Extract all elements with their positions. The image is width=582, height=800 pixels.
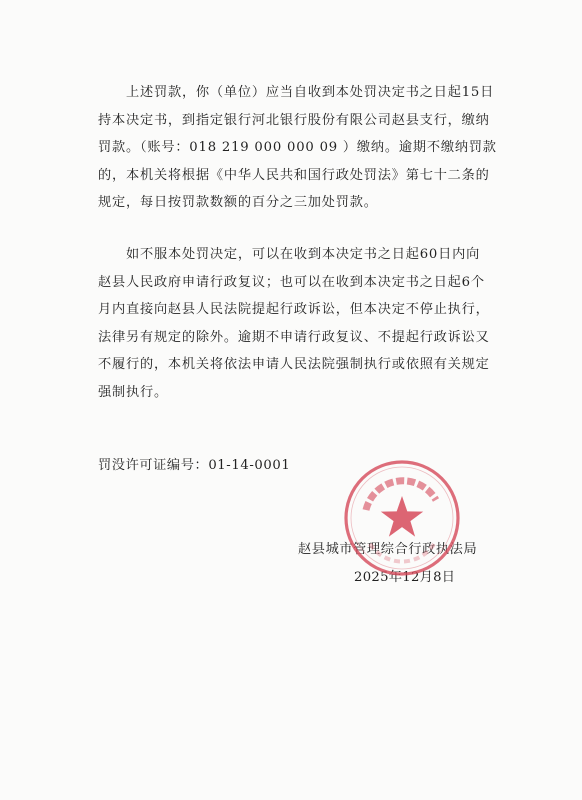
license-line	[98, 454, 290, 473]
license-number: 01-14-0001	[208, 458, 291, 473]
license-label: 罚没许可证编号：	[98, 458, 209, 473]
issue-date: 2025年12月8日	[354, 570, 456, 585]
appeal-rights-paragraph	[98, 241, 498, 407]
appeal-rights-text: 如不服本处罚决定，可以在收到本决定书之日起60日内向 赵县人民政府申请行政复议；也可以在收到本决定书之日起6个月内直接向赵县人民法院提起行政诉讼，但本决定不停止执行，法律另有规定的除外。逾期不申请行政复议、不提起行政诉讼又不履行的，本机关将依法申请人民法院强制执行或依照有关规定强制执行。	[98, 247, 490, 400]
penalty-payment-paragraph	[98, 79, 498, 217]
issuing-authority: 赵县城市管理综合行政执法局	[298, 542, 478, 557]
penalty-payment-text: 上述罚款，你（单位）应当自收到本处罚决定书之日起15日持本决定书，到指定银行河北银行股份有限公司赵县支行，缴纳罚款。（账号：018 219 000 000 09 ）缴纳。逾期不缴纳罚款的，本机关将根据《中华人民共和国行政处罚法》第七十二条的规定，每日按罚款数额的百分之三加处罚款。	[98, 85, 497, 211]
seal-star-icon	[381, 496, 423, 537]
official-seal	[340, 456, 464, 580]
